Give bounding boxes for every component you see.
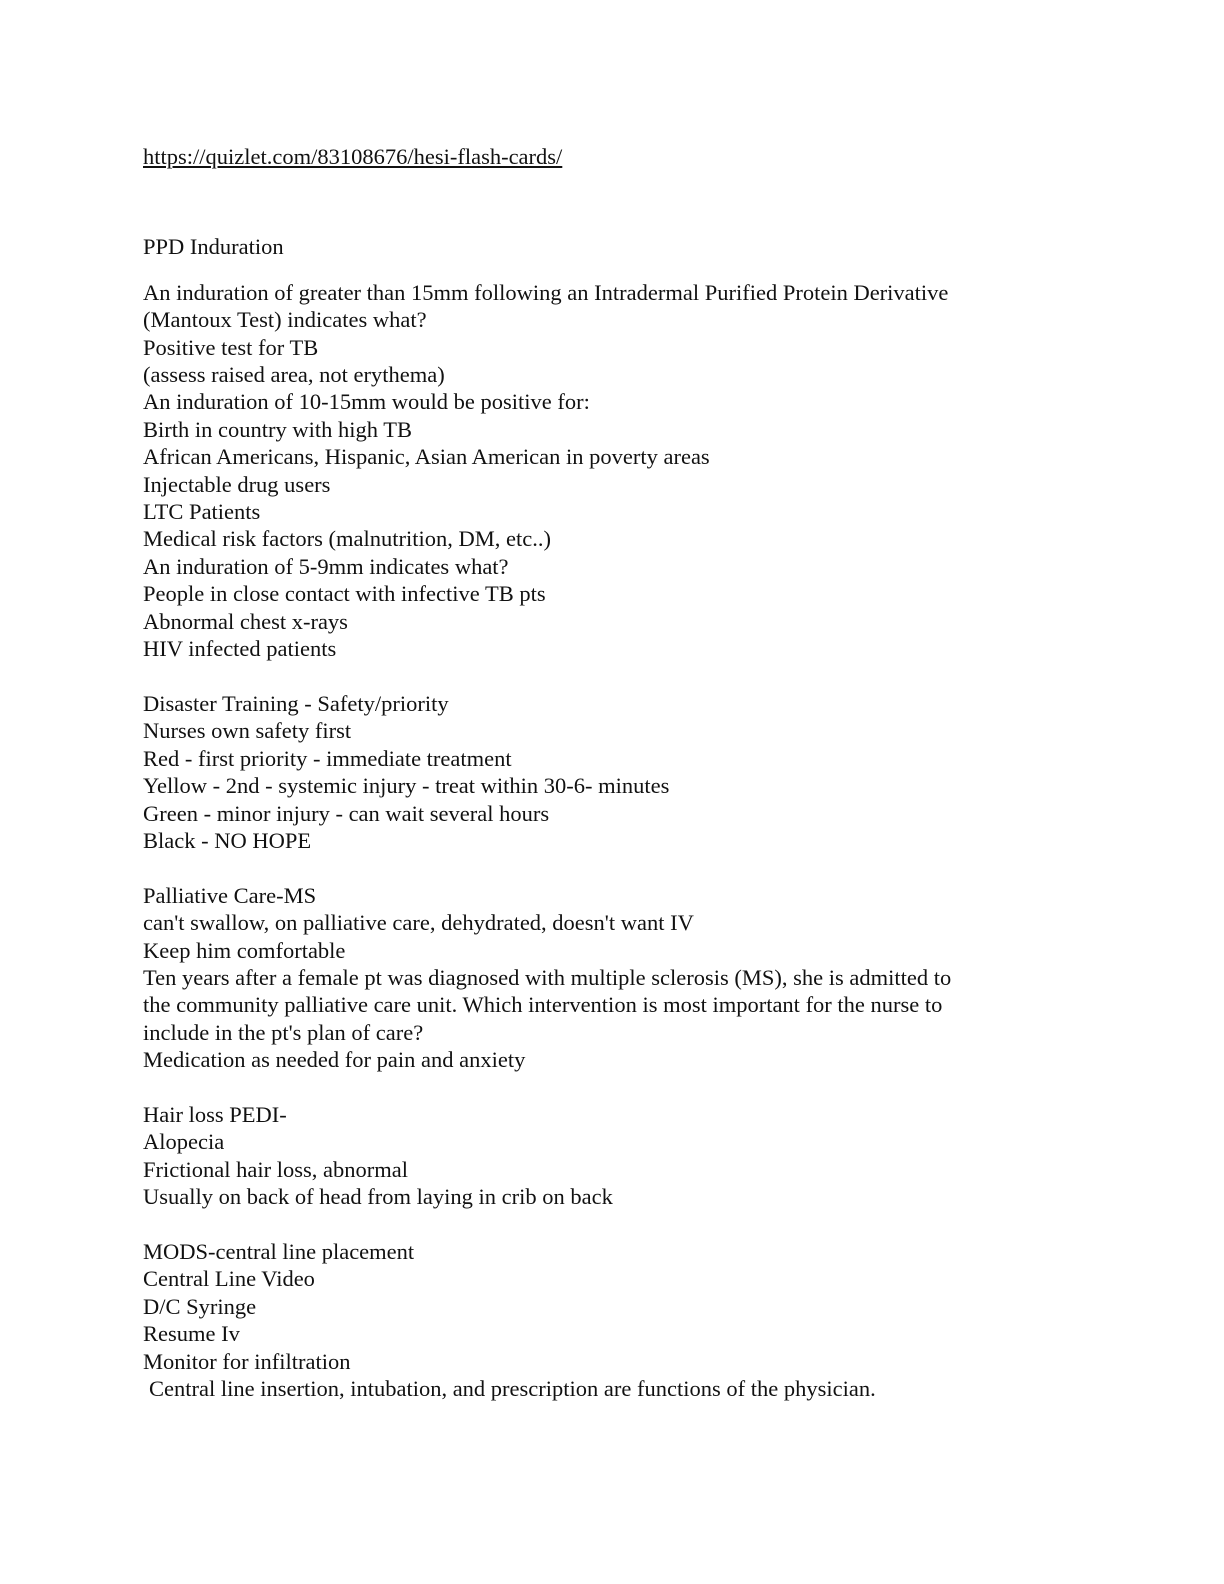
text-line: LTC Patients xyxy=(143,499,261,525)
section-title-mods: MODS-central line placement xyxy=(143,1238,415,1264)
text-line: People in close contact with infective TB pts xyxy=(143,581,546,607)
section-title-hair-loss: Hair loss PEDI- xyxy=(143,1101,287,1127)
text-line: Medical risk factors (malnutrition, DM, etc..) xyxy=(143,526,552,552)
text-line: Positive test for TB xyxy=(143,334,319,360)
text-line: (assess raised area, not erythema) xyxy=(143,362,445,388)
text-line: Ten years after a female pt was diagnosed with multiple sclerosis (MS), she is admitted to xyxy=(143,964,952,990)
text-line: can't swallow, on palliative care, dehydrated, doesn't want IV xyxy=(143,910,694,936)
text-line: Usually on back of head from laying in crib on back xyxy=(143,1184,613,1210)
text-line: Resume Iv xyxy=(143,1321,240,1347)
text-line: (Mantoux Test) indicates what? xyxy=(143,307,427,333)
text-line: An induration of 5-9mm indicates what? xyxy=(143,553,509,579)
text-line: African Americans, Hispanic, Asian American in poverty areas xyxy=(143,444,710,470)
text-line: the community palliative care unit. Which intervention is most important for the nurse to xyxy=(143,992,943,1018)
text-line: Medication as needed for pain and anxiety xyxy=(143,1047,526,1073)
text-line: Green - minor injury - can wait several hours xyxy=(143,800,550,826)
section-title-palliative: Palliative Care-MS xyxy=(143,882,317,908)
text-line: Abnormal chest x-rays xyxy=(143,608,348,634)
text-line: Alopecia xyxy=(143,1129,225,1155)
text-line: Yellow - 2nd - systemic injury - treat within 30-6- minutes xyxy=(143,773,670,799)
document-page xyxy=(143,143,1023,1402)
text-line: Keep him comfortable xyxy=(143,937,346,963)
section-title-disaster: Disaster Training - Safety/priority xyxy=(143,690,449,716)
text-line: Nurses own safety first xyxy=(143,718,352,744)
text-line: Injectable drug users xyxy=(143,471,331,497)
section-ppd-induration xyxy=(143,279,1023,663)
text-line: Central line insertion, intubation, and prescription are functions of the physician. xyxy=(149,1376,876,1401)
quizlet-link[interactable]: https://quizlet.com/83108676/hesi-flash-cards/ xyxy=(143,144,563,169)
text-line: HIV infected patients xyxy=(143,636,337,662)
text-line: Birth in country with high TB xyxy=(143,416,412,442)
section-palliative-care xyxy=(143,882,1023,1074)
text-line: Red - first priority - immediate treatment xyxy=(143,745,512,771)
text-line: D/C Syringe xyxy=(143,1293,257,1319)
text-line: include in the pt's plan of care? xyxy=(143,1019,424,1045)
text-line: Frictional hair loss, abnormal xyxy=(143,1156,408,1182)
text-line: Black - NO HOPE xyxy=(143,827,312,853)
text-line: Monitor for infiltration xyxy=(143,1348,351,1374)
section-mods xyxy=(143,1238,1023,1402)
text-line: Central Line Video xyxy=(143,1266,315,1292)
text-line: An induration of 10-15mm would be positive for: xyxy=(143,389,590,415)
section-hair-loss xyxy=(143,1101,1023,1211)
text-line: An induration of greater than 15mm following an Intradermal Purified Protein Derivative xyxy=(143,279,949,305)
section-title-ppd: PPD Induration xyxy=(143,234,284,260)
section-disaster-training xyxy=(143,690,1023,854)
